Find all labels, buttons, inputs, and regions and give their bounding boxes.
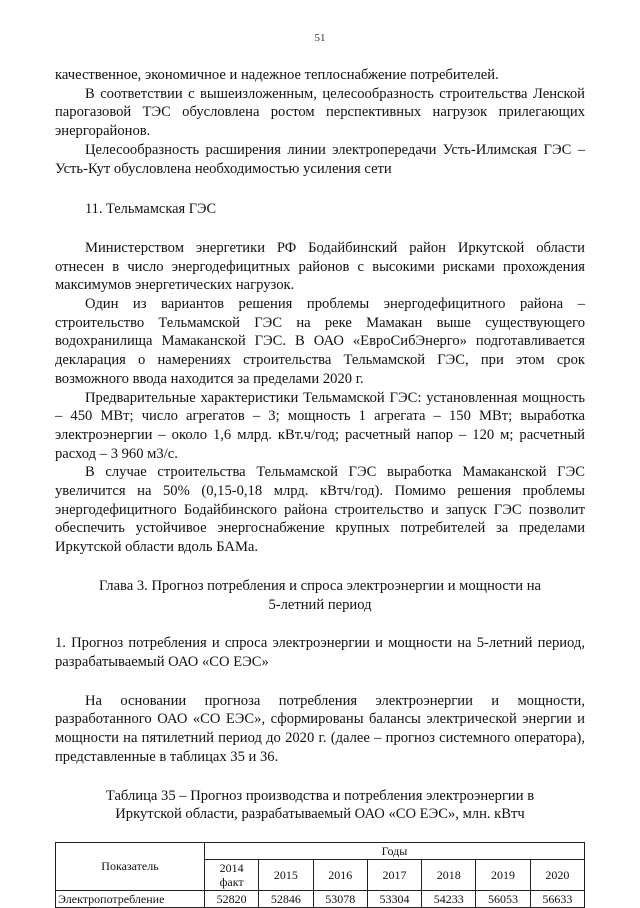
paragraph: В соответствии с вышеизложенным, целесообразность строительства Ленской парогазовой ТЭС обусловлена ростом перспективных нагрузок прилегающих энергорайонов. (55, 85, 585, 140)
paragraph: качественное, экономичное и надежное теплоснабжение потребителей. (55, 67, 499, 83)
table-cell: 53304 (367, 890, 421, 907)
document-body (55, 66, 585, 908)
chapter-heading-line: 5-летний период (268, 596, 372, 613)
year-header: 2014 факт (205, 859, 259, 890)
year-header: 2019 (476, 859, 530, 890)
chapter-heading-line: Глава 3. Прогноз потребления и спроса электроэнергии и мощности на (98, 577, 542, 594)
column-header-years: Годы (205, 842, 585, 859)
table-header-row (56, 842, 585, 859)
paragraph: Предварительные характеристики Тельмамской ГЭС: установленная мощность – 450 МВт; число агрегатов – 3; мощность 1 агрегата – 150 МВт; выработка электроэнергии – около 1,6 млрд. кВт.ч/год; расчетный напор – 120 м; расчетный расход – 3 960 м3/с. (55, 389, 585, 462)
table-cell: 53078 (313, 890, 367, 907)
section-heading: 11. Тельмамская ГЭС (85, 201, 217, 218)
forecast-table (55, 842, 585, 908)
year-header: 2020 (530, 859, 584, 890)
chapter-heading (55, 577, 585, 614)
paragraph: Целесообразность расширения линии электропередачи Усть-Илимская ГЭС – Усть-Кут обусловлена необходимостью усиления сети (55, 141, 585, 177)
paragraph: На основании прогноза потребления электроэнергии и мощности, разработанного ОАО «СО ЕЭС», сформированы балансы электрической энергии и мощности на пятилетний период до 2020 г. (далее – прогноз системного оператора), представленные в таблицах 35 и 36. (55, 692, 585, 765)
year-header: 2018 (422, 859, 476, 890)
paragraph: В случае строительства Тельмамской ГЭС выработка Мамаканской ГЭС увеличится на 50% (0,15-0,18 млрд. кВтч/год). Помимо решения проблемы энергодефицитного Бодайбинского района строительство и запуск ГЭС позволит обеспечить устойчивое энергоснабжение крупных потребителей за пределами Иркутской области вдоль БАМа. (55, 464, 585, 556)
year-header: 2015 (259, 859, 313, 890)
column-header-indicator: Показатель (56, 842, 205, 890)
table-cell: 56053 (476, 890, 530, 907)
table-cell: 52820 (205, 890, 259, 907)
table-caption-line: Таблица 35 – Прогноз производства и потребления электроэнергии в (105, 787, 535, 804)
table-cell: 54233 (422, 890, 476, 907)
year-header: 2017 (367, 859, 421, 890)
paragraph: Министерством энергетики РФ Бодайбинский район Иркутской области отнесен в число энергодефицитных районов с высокими рисками прохождения максимумов энергетических нагрузок. (55, 239, 585, 294)
page-number: 51 (314, 32, 326, 44)
table-caption (55, 787, 585, 824)
table-cell: 52846 (259, 890, 313, 907)
table-cell: 56633 (530, 890, 584, 907)
paragraph: Один из вариантов решения проблемы энергодефицитного района – строительство Тельмамской ГЭС на реке Мамакан выше существующего водохранилища Мамаканской ГЭС. В ОАО «ЕвроСибЭнерго» подготавливается декларация о намерениях строительства Тельмамской ГЭС, при этом срок возможного ввода находится за пределами 2020 г. (55, 296, 585, 387)
year-header: 2016 (313, 859, 367, 890)
row-label: Электропотребление (56, 890, 205, 907)
subsection-heading: 1. Прогноз потребления и спроса электроэнергии и мощности на 5-летний период, разрабатываемый ОАО «СО ЕЭС» (55, 635, 585, 670)
table-caption-line: Иркутской области, разрабатываемый ОАО «СО ЕЭС», млн. кВтч (115, 806, 525, 823)
